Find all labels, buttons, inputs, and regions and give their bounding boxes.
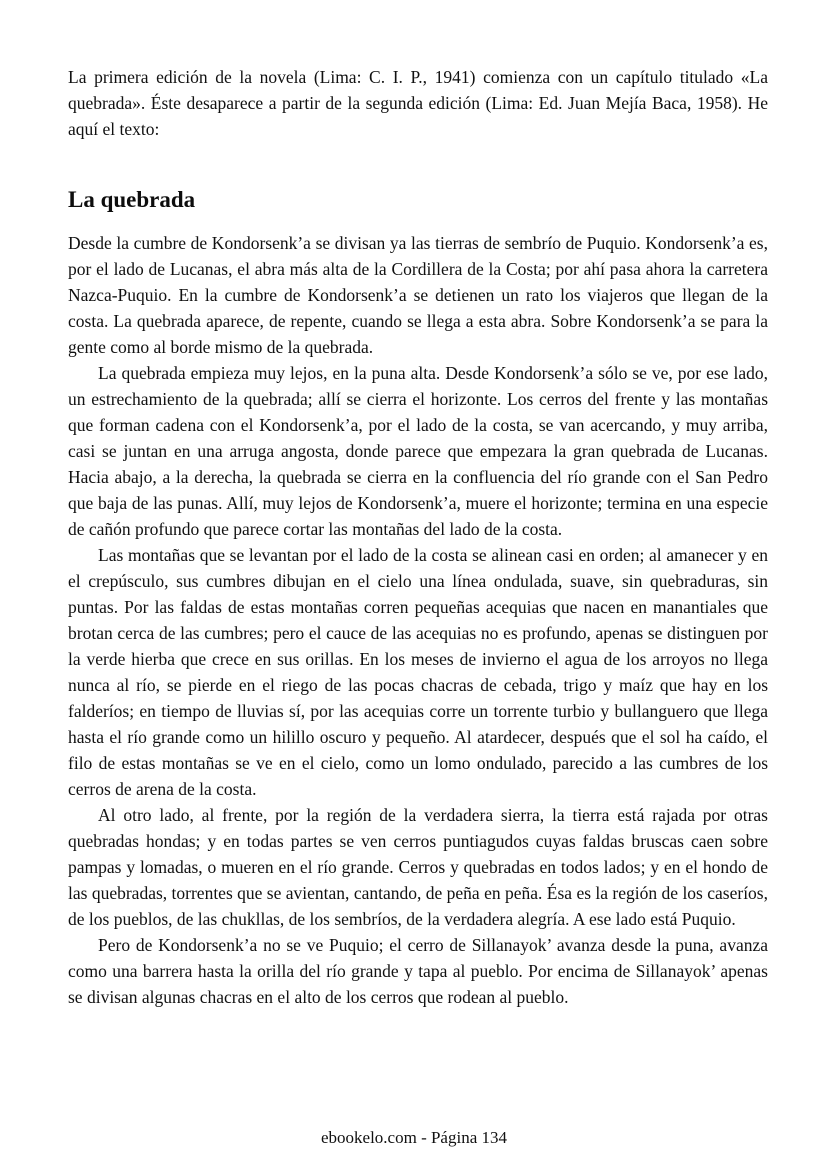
body-paragraph-3: Las montañas que se levantan por el lado de la costa se alinean casi en orden; al amanecer y en el crepúsculo, sus cumbres dibujan en el cielo una línea ondulada, suave, sin quebraduras, sin puntas. Por las faldas de estas montañas corren pequeñas acequias que nacen en manantiales que brotan cerca de las cumbres; pero el cauce de las acequias no es profundo, apenas se distinguen por la verde hierba que crece en sus orillas. En los meses de invierno el agua de los arroyos no llega nunca al río, se pierde en el riego de las pocas chacras de cebada, trigo y maíz que hay en los falderíos; en tiempo de lluvias sí, por las acequias corre un torrente turbio y bullanguero que llega hasta el río grande como un hilillo oscuro y pequeño. Al atardecer, después que el sol ha caído, el filo de estas montañas se ve en el cielo, como un lomo ondulado, parecido a las cumbres de los cerros de arena de la costa. <box>68 545 768 799</box>
intro-paragraph: La primera edición de la novela (Lima: C. I. P., 1941) comienza con un capítulo titulado «La quebrada». Éste desaparece a partir de la segunda edición (Lima: Ed. Juan Mejía Baca, 1958). He aquí el texto: <box>68 67 768 139</box>
body-paragraph-5: Pero de Kondorsenk’a no se ve Puquio; el cerro de Sillanayok’ avanza desde la puna, avanza como una barrera hasta la orilla del río grande y tapa al pueblo. Por encima de Sillanayok’ apenas se divisan algunas chacras en el alto de los cerros que rodean al pueblo. <box>68 935 768 1007</box>
page-content <box>68 64 768 1010</box>
chapter-title: La quebrada <box>68 187 196 212</box>
body-paragraph-4: Al otro lado, al frente, por la región de la verdadera sierra, la tierra está rajada por otras quebradas hondas; y en todas partes se ven cerros puntiagudos cuyas faldas bruscas caen sobre pampas y lomadas, o mueren en el río grande. Cerros y quebradas en todos lados; y en el hondo de las quebradas, torrentes que se avientan, cantando, de peña en peña. Ésa es la región de los caseríos, de los pueblos, de las chukllas, de los sembríos, de la verdadera alegría. A ese lado está Puquio. <box>68 805 768 929</box>
page-footer: ebookelo.com - Página 134 <box>320 1128 507 1147</box>
body-paragraph-2: La quebrada empieza muy lejos, en la puna alta. Desde Kondorsenk’a sólo se ve, por ese lado, un estrechamiento de la quebrada; allí se cierra el horizonte. Los cerros del frente y las montañas que forman cadena con el Kondorsenk’a, por el lado de la costa, se van acercando, y muy arriba, casi se juntan en una arruga angosta, donde parece que empezara la gran quebrada de Lucanas. Hacia abajo, a la derecha, la quebrada se cierra en la confluencia del río grande con el San Pedro que baja de las punas. Allí, muy lejos de Kondorsenk’a, muere el horizonte; termina en una especie de cañón profundo que parece cortar las montañas del lado de la costa. <box>68 363 768 539</box>
body-paragraph-1: Desde la cumbre de Kondorsenk’a se divisan ya las tierras de sembrío de Puquio. Kondorsenk’a es, por el lado de Lucanas, el abra más alta de la Cordillera de la Costa; por ahí pasa ahora la carretera Nazca-Puquio. En la cumbre de Kondorsenk’a se detienen un rato los viajeros que llegan de la costa. La quebrada aparece, de repente, cuando se llega a esta abra. Sobre Kondorsenk’a se para la gente como al borde mismo de la quebrada. <box>68 233 768 357</box>
